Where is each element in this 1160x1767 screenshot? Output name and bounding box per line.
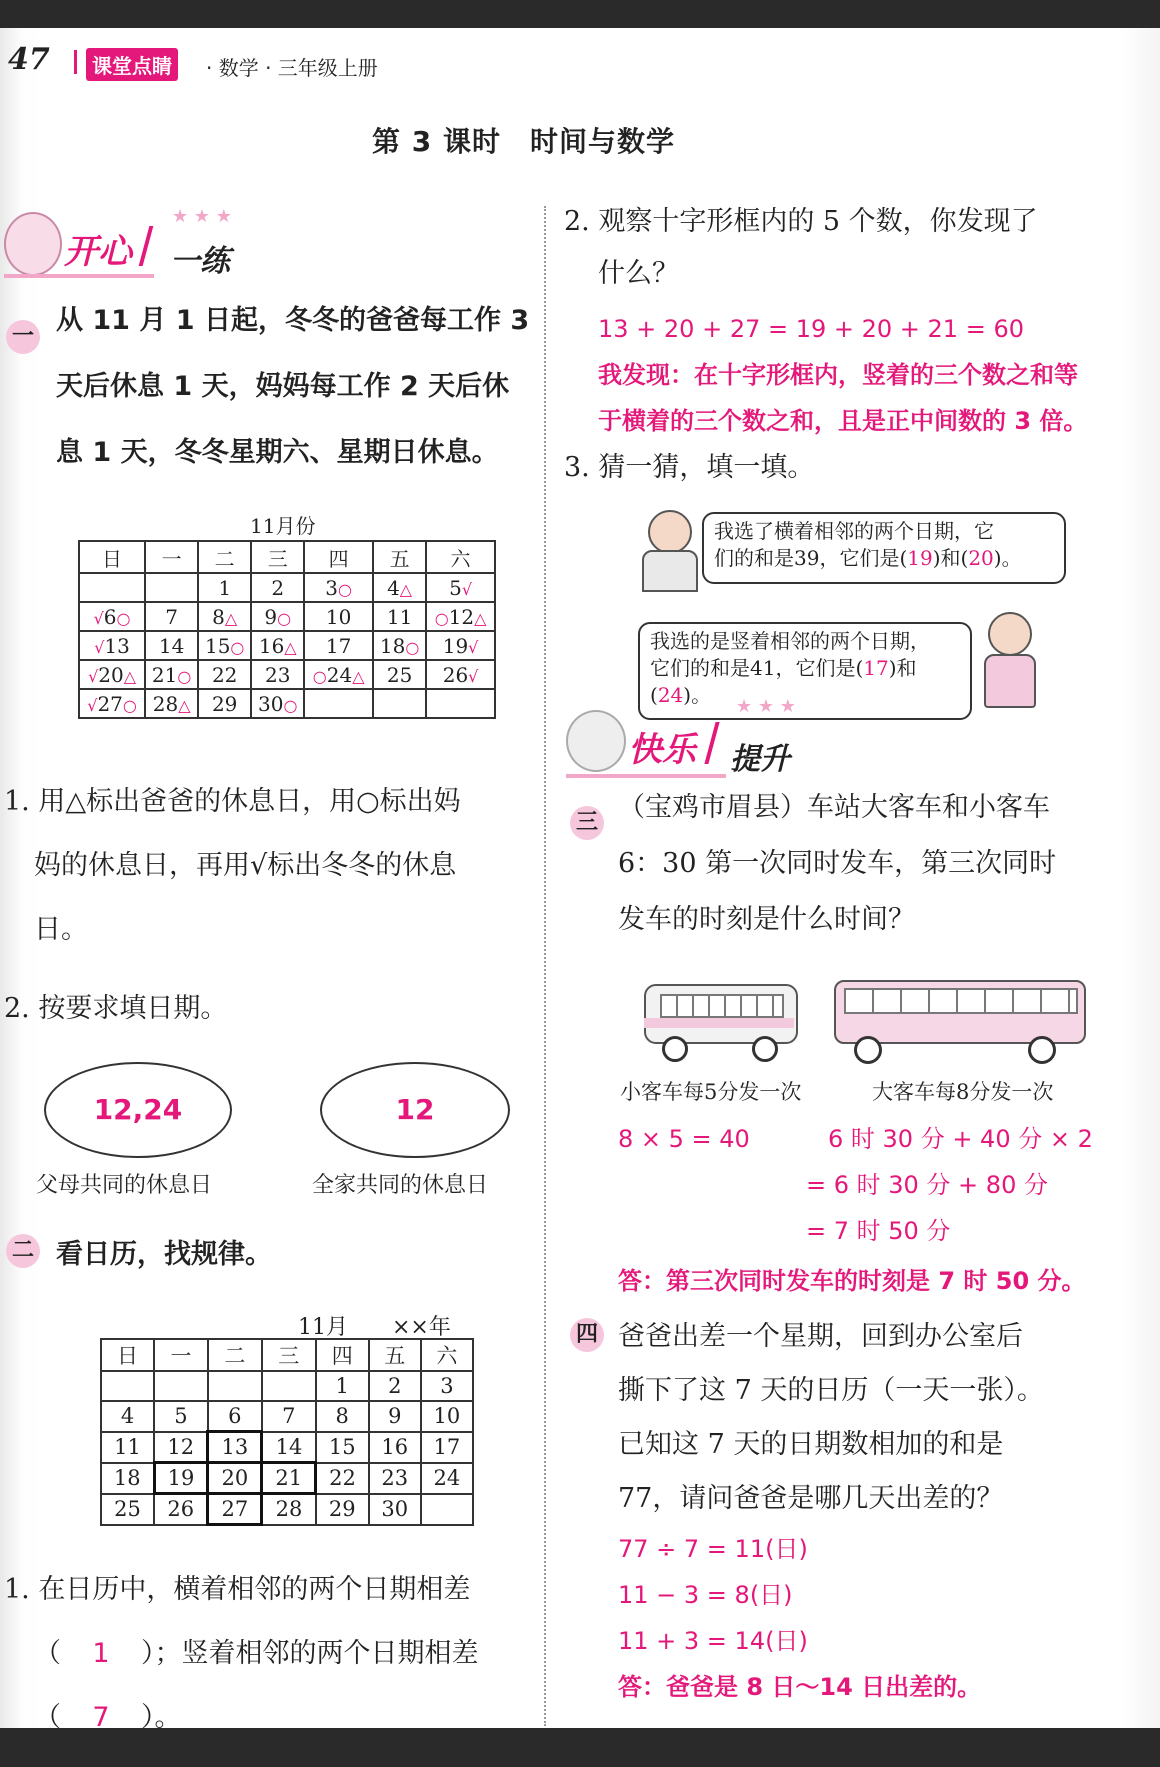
calendar-cell: 21 [262, 1463, 316, 1494]
date-number: 5 [449, 575, 462, 600]
answer-line: 我发现：在十字形框内，竖着的三个数之和等 [598, 361, 1078, 389]
answer-line: 11 + 3 = 14(日) [618, 1627, 808, 1655]
calendar-cell [198, 631, 251, 660]
rest-mark: ○ [338, 579, 352, 599]
rest-mark: ○ [434, 608, 449, 628]
text-line: 撕下了这 7 天的日历（一天一张）。 [618, 1375, 1044, 1406]
rest-mark: ○ [122, 695, 137, 715]
calendar-header-cell: 二 [208, 1339, 262, 1371]
calendar-header-cell: 二 [198, 541, 251, 573]
section-title-part1: 开心 [64, 232, 132, 272]
big-bus-icon [832, 976, 1086, 1066]
answer-line: 77 ÷ 7 = 11(日) [618, 1535, 808, 1563]
question-2-3-text: 3. 猜一猜，填一填。 [564, 452, 815, 483]
question-2-2-text [564, 196, 1104, 300]
calendar-header-cell: 四 [304, 541, 373, 573]
q3-answer-line-3: = 7 时 50 分 [806, 1217, 951, 1245]
calendar-cell: 20 [208, 1463, 262, 1494]
calendar-cell: 1 [316, 1371, 369, 1401]
calendar-2-title: 11月 ××年 [298, 1315, 451, 1340]
date-number: 25 [386, 662, 413, 687]
circle-number: 二 [6, 1234, 40, 1268]
calendar-cell [251, 689, 304, 718]
date-number: 18 [379, 633, 406, 658]
rest-mark: △ [224, 608, 238, 628]
calendar-row [79, 660, 495, 689]
date-number: 14 [158, 633, 185, 658]
question-3-text [618, 780, 1118, 948]
calendar-cell [251, 631, 304, 660]
date-number: 28 [152, 691, 179, 716]
calendar-cell [426, 660, 495, 689]
calendar-cell: 22 [316, 1463, 369, 1494]
date-number: 6 [103, 604, 117, 629]
calendar-cell: 12 [154, 1432, 208, 1463]
question-4-answer [618, 1526, 1118, 1710]
calendar-header-cell: 一 [145, 541, 198, 573]
paren-open: （ [34, 1638, 61, 1669]
section-title-part2: 提升 [730, 742, 790, 777]
column-divider [544, 206, 546, 1726]
calendar-cell: 29 [316, 1494, 369, 1525]
rest-mark: ○ [312, 666, 327, 686]
section-banner-happy [4, 204, 254, 284]
big-bus-label: 大客车每8分发一次 [872, 1080, 1054, 1104]
calendar-cell [79, 602, 145, 631]
rest-mark: ○ [116, 608, 131, 628]
calendar-cell: 30 [369, 1494, 421, 1525]
calendar-cell: 28 [262, 1494, 316, 1525]
calendar-cell [373, 602, 426, 631]
calendar-header-cell: 六 [426, 541, 495, 573]
q3-answer-line-2: = 6 时 30 分 + 80 分 [806, 1171, 1048, 1199]
header-subject: · 数学 · 三年级上册 [206, 56, 378, 80]
calendar-cell [373, 689, 426, 718]
date-number: 8 [212, 604, 225, 629]
header-divider [74, 50, 77, 74]
rest-mark: ○ [230, 637, 245, 657]
rest-mark: △ [123, 666, 137, 686]
text-line: 日。 [34, 914, 88, 945]
text-line: 从 11 月 1 日起，冬冬的爸爸每工作 3 [56, 305, 530, 336]
date-number: 1 [218, 575, 232, 600]
text-segment: ）；竖着相邻的两个日期相差 [141, 1638, 479, 1669]
calendar-header-cell: 五 [373, 541, 426, 573]
banner-underline [4, 274, 154, 278]
calendar-cell [145, 573, 198, 602]
question-1-number [6, 320, 40, 354]
text-line: 1. 在日历中，横着相邻的两个日期相差 [4, 1574, 471, 1605]
circle-number: 四 [570, 1318, 604, 1352]
question-1-text [56, 288, 536, 486]
rest-mark: √ [93, 608, 104, 628]
date-number: 16 [258, 633, 285, 658]
calendar-cell: 27 [208, 1494, 262, 1525]
calendar-row [101, 1494, 473, 1525]
oval-answer: 12 [395, 1093, 435, 1126]
calendar-cell [421, 1494, 473, 1525]
rest-mark: ○ [283, 695, 298, 715]
text-line: 妈的休息日，再用√标出冬冬的休息 [34, 850, 457, 881]
calendar-row [79, 602, 495, 631]
small-bus-label: 小客车每5分发一次 [620, 1080, 802, 1104]
oval-answer: 12,24 [93, 1093, 183, 1126]
calendar-cell [198, 689, 251, 718]
calendar-cell [79, 573, 145, 602]
question-1-2-text: 2. 按要求填日期。 [4, 993, 228, 1024]
bubble-line: 们的和是39，它们是(19)和(20)。 [714, 546, 1022, 570]
text-line [4, 1686, 534, 1750]
text-line: 天后休息 1 天，妈妈每工作 2 天后休 [56, 371, 510, 402]
date-number: 27 [97, 691, 123, 716]
calendar-cell [145, 660, 198, 689]
calendar-cell [154, 1371, 208, 1401]
calendar-cell: 14 [262, 1432, 316, 1463]
calendar-cell [426, 631, 495, 660]
oval-label-parents: 父母共同的休息日 [36, 1173, 213, 1198]
calendar-header-cell: 一 [154, 1339, 208, 1371]
rest-mark: √ [468, 637, 479, 657]
calendar-cell [426, 573, 495, 602]
circle-number: 三 [570, 806, 604, 840]
question-4-number [570, 1318, 604, 1352]
rest-mark: △ [352, 666, 365, 686]
calendar-cell [145, 631, 198, 660]
date-number: 2 [271, 575, 285, 600]
date-number: 24 [326, 662, 353, 687]
stars-icon: ★ ★ ★ [736, 696, 796, 717]
answer-oval-parents [44, 1062, 232, 1158]
bubble-line: (24)。 [650, 683, 712, 707]
calendar-cell [198, 573, 251, 602]
small-bus-icon [640, 978, 800, 1064]
answer-line: 答：爸爸是 8 日～14 日出差的。 [618, 1673, 982, 1701]
text-line: 2. 观察十字形框内的 5 个数，你发现了 [564, 206, 1038, 237]
rabbit-mascot-icon [4, 212, 62, 276]
calendar-cell: 8 [316, 1401, 369, 1432]
section-title-part1: 快乐 [628, 730, 696, 770]
rest-mark: √ [94, 637, 105, 657]
circle-number: 一 [6, 320, 40, 354]
bubble-answer-2: 20 [968, 546, 994, 570]
bubble-line: 我选了横着相邻的两个日期，它 [714, 519, 994, 543]
calendar-cell [304, 689, 373, 718]
calendar-row [101, 1401, 473, 1432]
text-line: 已知这 7 天的日期数相加的和是 [618, 1429, 1004, 1460]
calendar-cell: 11 [101, 1432, 154, 1463]
text-line [4, 1622, 534, 1686]
bubble-line: 我选的是竖着相邻的两个日期， [650, 629, 930, 653]
calendar-row [101, 1432, 473, 1463]
calendar-cell [251, 602, 304, 631]
banner-slash [139, 226, 154, 266]
calendar-cell [198, 602, 251, 631]
date-number: 13 [104, 633, 130, 658]
paren-close: ）。 [141, 1702, 182, 1733]
calendar-cell [198, 660, 251, 689]
rest-mark: √ [461, 579, 473, 599]
date-number: 15 [204, 633, 231, 658]
calendar-2-table [100, 1338, 474, 1526]
text-line: 77，请问爸爸是哪几天出差的？ [618, 1483, 1004, 1514]
date-number: 22 [211, 662, 238, 687]
question-3-number [570, 806, 604, 840]
rest-mark: ○ [405, 637, 420, 657]
rest-mark: △ [399, 579, 413, 599]
calendar-cell: 24 [421, 1463, 473, 1494]
calendar-header-cell: 三 [262, 1339, 316, 1371]
rest-mark: ○ [277, 608, 292, 628]
oval-label-family: 全家共同的休息日 [312, 1173, 489, 1198]
calendar-cell: 6 [208, 1401, 262, 1432]
calendar-cell: 7 [262, 1401, 316, 1432]
calendar-cell [373, 631, 426, 660]
workbook-page [0, 28, 1160, 1733]
question-2-2-answer [598, 306, 1118, 444]
calendar-header-cell: 三 [251, 541, 304, 573]
calendar-cell [373, 660, 426, 689]
calendar-cell [426, 689, 495, 718]
question-2-text: 看日历，找规律。 [56, 1239, 272, 1270]
date-number: 4 [387, 575, 400, 600]
calendar-header-cell: 六 [421, 1339, 473, 1371]
date-number: 10 [325, 604, 352, 629]
text-line: 爸爸出差一个星期，回到办公室后 [618, 1321, 1023, 1352]
calendar-cell [101, 1371, 154, 1401]
date-number: 20 [98, 662, 124, 687]
calendar-cell [145, 602, 198, 631]
date-number: 26 [442, 662, 469, 687]
rest-mark: √ [468, 666, 479, 686]
answer-oval-family [320, 1062, 510, 1158]
calendar-cell: 23 [369, 1463, 421, 1494]
calendar-cell [145, 689, 198, 718]
text-line: 发车的时刻是什么时间？ [618, 904, 915, 935]
text-line: 1. 用△标出爸爸的休息日，用○标出妈 [4, 786, 461, 817]
calendar-cell: 18 [101, 1463, 154, 1494]
text-line: （宝鸡市眉县）车站大客车和小客车 [618, 792, 1050, 823]
calendar-row [79, 631, 495, 660]
calendar-row [101, 1463, 473, 1494]
boy-illustration-icon [636, 510, 700, 590]
date-number: 11 [386, 604, 413, 629]
calendar-cell [426, 602, 495, 631]
calendar-cell [304, 631, 373, 660]
bubble-answer-1: 17 [863, 656, 889, 680]
section-banner-up [566, 696, 826, 786]
answer-equation: 13 + 20 + 27 = 19 + 20 + 21 = 60 [598, 315, 1024, 343]
calendar-cell: 4 [101, 1401, 154, 1432]
date-number: 21 [151, 662, 178, 687]
date-number: 23 [265, 662, 291, 687]
date-number: 29 [211, 691, 238, 716]
rest-mark: ○ [177, 666, 192, 686]
calendar-row [79, 689, 495, 718]
answer-line: 11 − 3 = 8(日) [618, 1581, 793, 1609]
calendar-cell [79, 660, 145, 689]
lesson-title: 第 3 课时 时间与数学 [372, 125, 675, 158]
bubble-line: 它们的和是41，它们是(17)和 [650, 656, 917, 680]
paren-open: （ [34, 1702, 61, 1733]
calendar-cell: 19 [154, 1463, 208, 1494]
date-number: 12 [448, 604, 475, 629]
calendar-cell [79, 689, 145, 718]
calendar-cell: 2 [369, 1371, 421, 1401]
q3-answer-line-1a: 8 × 5 = 40 [618, 1125, 750, 1153]
calendar-cell: 17 [421, 1432, 473, 1463]
date-number: 17 [325, 633, 352, 658]
q3-final-answer: 答：第三次同时发车的时刻是 7 时 50 分。 [618, 1267, 1086, 1295]
text-line: 6：30 第一次同时发车，第三次同时 [618, 848, 1057, 879]
rest-mark: √ [87, 695, 98, 715]
calendar-row [101, 1371, 473, 1401]
calendar-cell [304, 602, 373, 631]
rest-mark: √ [88, 666, 99, 686]
date-number: 9 [264, 604, 278, 629]
date-number: 7 [165, 604, 178, 629]
calendar-cell [373, 573, 426, 602]
calendar-cell: 9 [369, 1401, 421, 1432]
calendar-header-cell: 五 [369, 1339, 421, 1371]
answer-horizontal-diff: 1 [92, 1638, 110, 1669]
question-2-1-text [4, 1558, 534, 1750]
text-line: 息 1 天，冬冬星期六、星期日休息。 [56, 437, 499, 468]
calendar-cell [304, 660, 373, 689]
date-number: 19 [442, 633, 469, 658]
calendar-header-cell: 日 [79, 541, 145, 573]
answer-line: 于横着的三个数之和，且是正中间数的 3 倍。 [598, 407, 1088, 435]
calendar-cell [304, 573, 373, 602]
header-badge: 课堂点睛 [86, 48, 178, 81]
stars-icon: ★ ★ ★ [172, 206, 232, 227]
date-number: 30 [258, 691, 284, 716]
calendar-cell [262, 1371, 316, 1401]
rest-mark: △ [474, 608, 487, 628]
question-2-number [6, 1234, 40, 1268]
calendar-cell: 15 [316, 1432, 369, 1463]
question-4-text [618, 1310, 1118, 1526]
mouse-mascot-icon [566, 710, 626, 772]
banner-slash [704, 722, 719, 764]
calendar-1-table [78, 540, 496, 719]
rest-mark: △ [284, 637, 297, 657]
q3-answer-line-1b: 6 时 30 分 + 40 分 × 2 [828, 1125, 1093, 1153]
calendar-header-cell: 四 [316, 1339, 369, 1371]
question-1-1-text [4, 770, 534, 962]
banner-underline [566, 774, 726, 778]
calendar-cell: 16 [369, 1432, 421, 1463]
bubble-answer-1: 19 [907, 546, 933, 570]
text-line: 什么？ [598, 258, 679, 289]
section-title-part2: 一练 [170, 244, 230, 279]
calendar-cell: 13 [208, 1432, 262, 1463]
bubble-answer-2: 24 [657, 683, 684, 707]
answer-vertical-diff: 7 [92, 1702, 110, 1733]
calendar-cell [251, 573, 304, 602]
calendar-cell: 3 [421, 1371, 473, 1401]
calendar-cell: 10 [421, 1401, 473, 1432]
date-number: 3 [325, 575, 339, 600]
rest-mark: △ [178, 695, 191, 715]
calendar-1-title: 11月份 [250, 514, 316, 538]
calendar-cell [251, 660, 304, 689]
girl-illustration-icon [976, 612, 1040, 708]
calendar-cell [208, 1371, 262, 1401]
calendar-cell: 5 [154, 1401, 208, 1432]
page-number: 47 [8, 42, 50, 77]
calendar-header-cell: 日 [101, 1339, 154, 1371]
speech-bubble-boy [702, 512, 1066, 584]
calendar-cell [79, 631, 145, 660]
calendar-row [79, 573, 495, 602]
calendar-cell: 26 [154, 1494, 208, 1525]
calendar-cell: 25 [101, 1494, 154, 1525]
